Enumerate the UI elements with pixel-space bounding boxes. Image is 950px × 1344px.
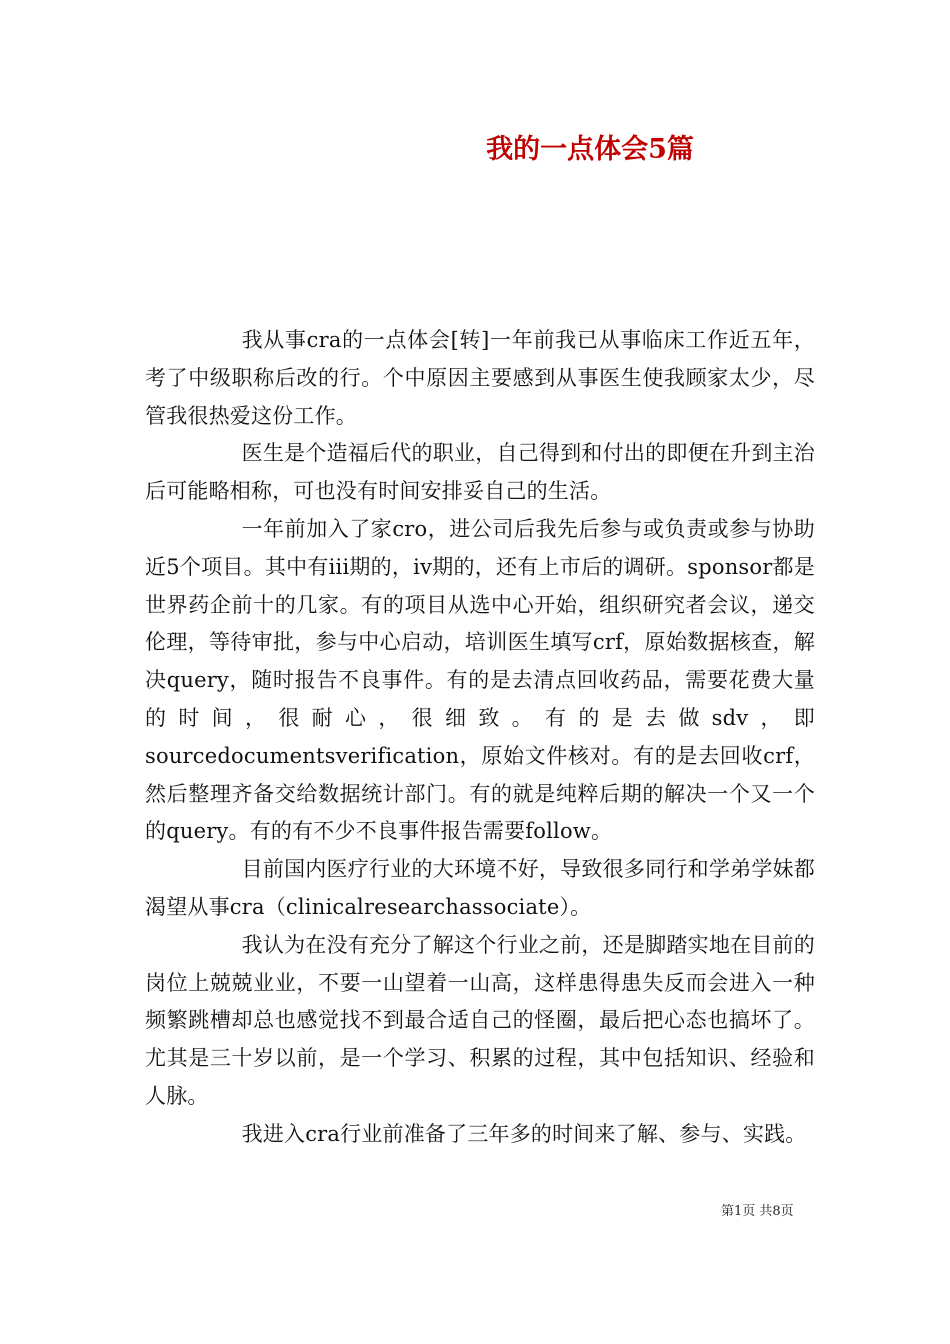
paragraph: 医生是个造福后代的职业，自己得到和付出的即便在升到主治后可能略相称，可也没有时间安排妥自己的生活。 (145, 441, 815, 504)
paragraph: 我进入cra行业前准备了三年多的时间来了解、参与、实践。 (241, 1121, 807, 1146)
paragraph: 我认为在没有充分了解这个行业之前，还是脚踏实地在目前的岗位上兢兢业业，不要一山望着一山高，这样患得患失反而会进入一种频繁跳槽却总也感觉找不到最合适自己的怪圈，最后把心态也搞坏了。尤其是三十岁以前，是一个学习、积累的过程，其中包括知识、经验和人脉。 (145, 932, 815, 1108)
document-title: 我的一点体会5篇 (486, 134, 694, 165)
page-number-footer: 第1页 共8页 (721, 1204, 794, 1219)
paragraph: 一年前加入了家cro，进公司后我先后参与或负责或参与协助近5个项目。其中有iii期的，iv期的，还有上市后的调研。sponsor都是世界药企前十的几家。有的项目从选中心开始，组织研究者会议，递交伦理，等待审批，参与中心启动，培训医生填写crf，原始数据核查，解决query，随时报告不良事件。有的是去清点回收药品，需要花费大量的时间，很耐心，很细致。有的是去做sdv，即sourcedocumentsverification，原始文件核对。有的是去回收crf，然后整理齐备交给数据统计部门。有的就是纯粹后期的解决一个又一个的query。有的有不少不良事件报告需要follow。 (145, 516, 815, 844)
paragraph: 我从事cra的一点体会[转]一年前我已从事临床工作近五年，考了中级职称后改的行。个中原因主要感到从事医生使我顾家太少，尽管我很热爱这份工作。 (145, 328, 815, 428)
paragraph: 目前国内医疗行业的大环境不好，导致很多同行和学弟学妹都渴望从事cra（clinicalresearchassociate）。 (145, 857, 815, 919)
document-body (145, 322, 815, 1154)
